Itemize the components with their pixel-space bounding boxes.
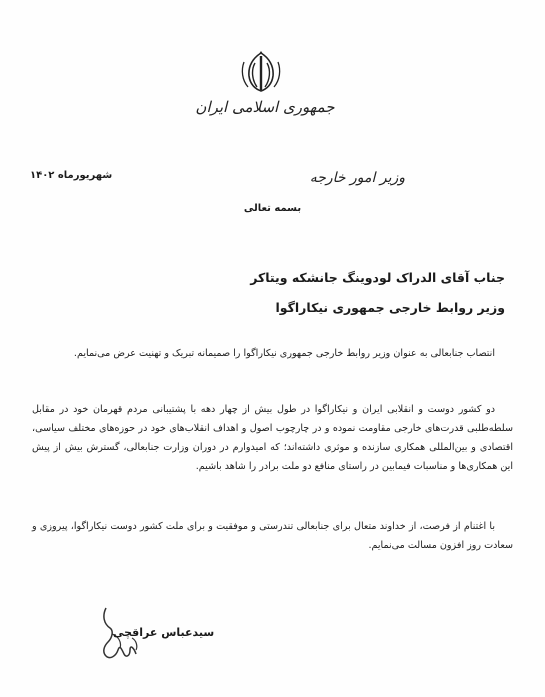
paragraph-congratulation: انتصاب جنابعالی به عنوان وزیر روابط خارجی جمهوری نیکاراگوا را صمیمانه تبریک و تهنیت عرض می‌نمایم. xyxy=(73,348,495,359)
paragraph-relations: دو کشور دوست و انقلابی ایران و نیکاراگوا در طول بیش از چهار دهه با پشتیبانی مردم قهرمان خود در مقابل سلطه‌طلبی قدرت‌های خارجی مقاومت نموده و در چارچوب اصول و اهداف انقلاب‌های خود در حوزه‌های مختلف سیاسی، اقتصادی و بین‌المللی همکاری سازنده و موثری داشته‌اند؛ که امیدوارم در دوران وزارت جنابعالی، گسترش بیش از پیش این همکاری‌ها و مناسبات فیمابین در راستای منافع دو ملت برادر را شاهد باشیم. xyxy=(32,404,513,472)
recipient-name: جناب آقای الدراک لودوینگ جانشکه ویتاکر xyxy=(250,270,505,285)
invocation: بسمه تعالی xyxy=(243,203,302,214)
paragraph-closing: با اغتنام از فرصت، از خداوند متعال برای جنابعالی تندرستی و موفقیت و برای ملت کشور دوست نیکاراگوا، پیروزی و سعادت روز افزون مسالت می‌نمایم. xyxy=(32,521,513,551)
letter-date: شهریورماه ۱۴۰۲ xyxy=(30,170,113,181)
recipient-title: وزیر روابط خارجی جمهوری نیکاراگوا xyxy=(275,300,505,315)
signer-name: سیدعباس عراقچی xyxy=(113,626,215,639)
republic-name: جمهوری اسلامی ایران xyxy=(195,98,335,116)
iran-emblem-icon xyxy=(236,50,286,94)
ministry-name: وزیر امور خارجه xyxy=(309,170,405,186)
